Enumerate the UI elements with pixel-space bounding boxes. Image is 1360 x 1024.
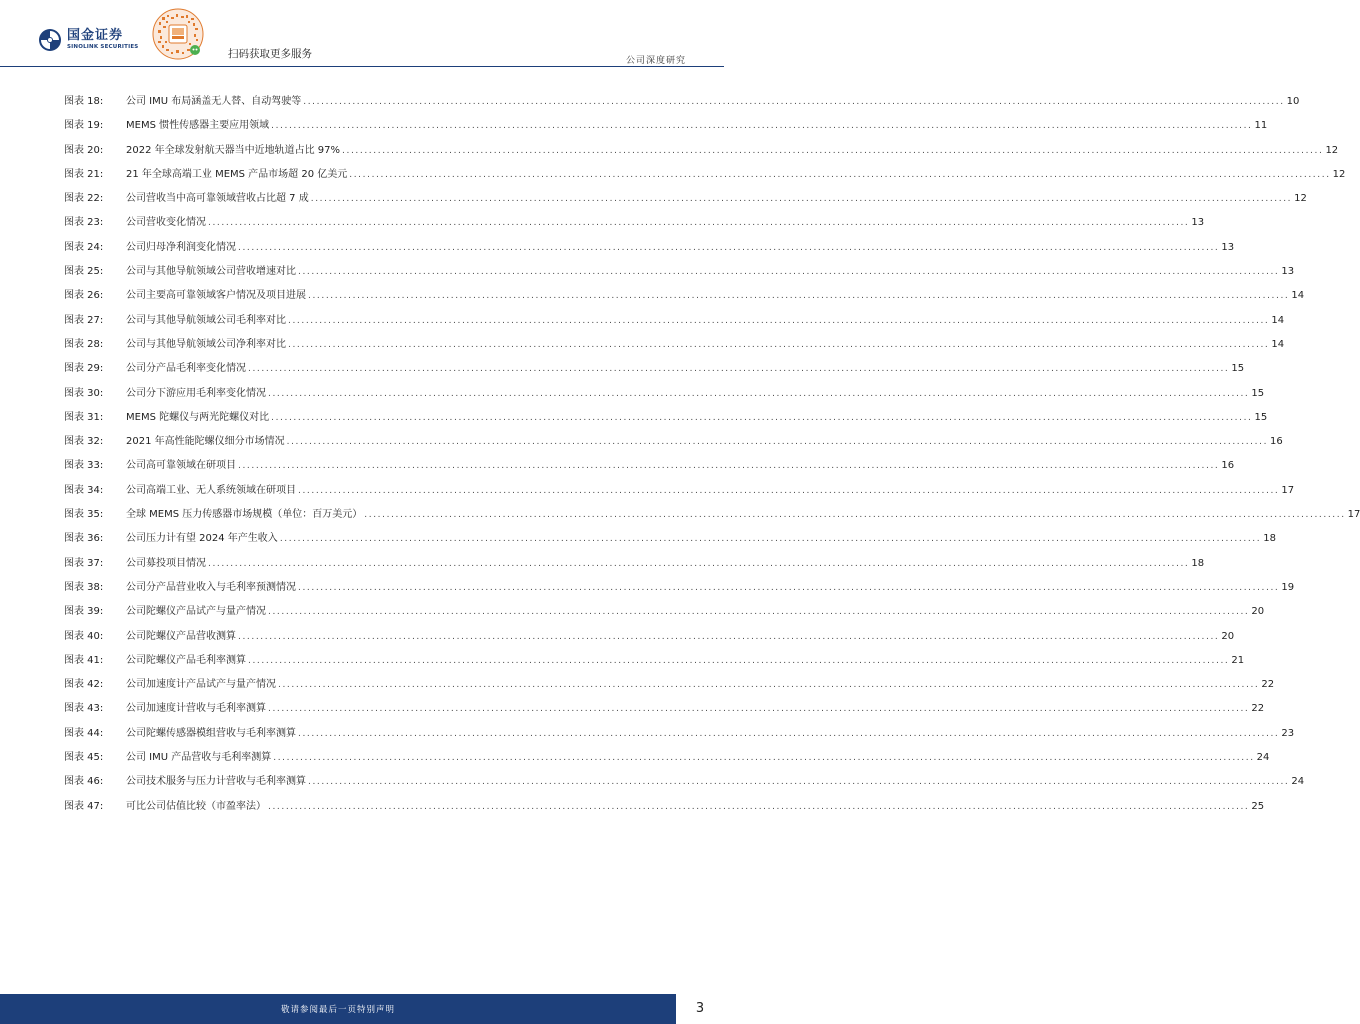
toc-page-number: 16 (1270, 436, 1283, 448)
toc-figure-label: 图表 36: (64, 533, 104, 545)
toc-dot-leader: ............................................................................................................................................................................................................................ (268, 801, 1250, 812)
toc-figure-title: 公司分产品营业收入与毛利率预测情况 (126, 581, 296, 593)
toc-figure-label: 图表 44: (64, 727, 104, 739)
company-logo (38, 28, 138, 52)
page-footer (0, 994, 724, 1024)
qr-code-icon[interactable] (152, 8, 204, 60)
toc-page-number: 18 (1263, 533, 1276, 545)
toc-dot-leader: ............................................................................................................................................................................................................................ (238, 461, 1220, 472)
toc-figure-title: 公司陀螺仪产品毛利率测算 (126, 654, 246, 666)
toc-page-number: 21 (1231, 654, 1245, 666)
toc-figure-title: 公司与其他导航领域公司毛利率对比 (126, 314, 286, 326)
toc-figure-label: 图表 33: (64, 460, 104, 472)
toc-figure-label: 图表 20: (64, 144, 104, 156)
toc-dot-leader: ............................................................................................................................................................................................................................ (310, 194, 1293, 205)
toc-entry[interactable] (64, 408, 1268, 432)
toc-page-number: 24 (1256, 752, 1270, 764)
toc-page-number: 16 (1221, 460, 1235, 472)
toc-page-number: 15 (1231, 363, 1245, 375)
toc-figure-label: 图表 47: (64, 800, 104, 812)
toc-dot-leader: ............................................................................................................................................................................................................................ (278, 680, 1260, 691)
toc-figure-title: 公司 IMU 产品营收与毛利率测算 (126, 752, 272, 764)
header-divider (0, 66, 724, 67)
toc-entry[interactable] (64, 505, 1360, 529)
toc-figure-title: 公司陀螺仪产品营收测算 (126, 630, 236, 642)
toc-figure-title: 公司募投项目情况 (126, 557, 206, 569)
toc-page-number: 13 (1191, 217, 1205, 229)
toc-page-number: 18 (1191, 557, 1205, 569)
toc-dot-leader: ............................................................................................................................................................................................................................ (349, 169, 1331, 180)
toc-entry[interactable] (64, 286, 1305, 310)
toc-entry[interactable] (64, 311, 1285, 335)
toc-dot-leader: ............................................................................................................................................................................................................................ (298, 267, 1280, 278)
toc-figure-title: MEMS 惯性传感器主要应用领域 (126, 120, 270, 132)
toc-page-number: 14 (1291, 290, 1305, 302)
toc-dot-leader: ............................................................................................................................................................................................................................ (308, 291, 1290, 302)
toc-page-number: 22 (1261, 679, 1275, 691)
toc-page-number: 23 (1281, 727, 1295, 739)
toc-page-number: 17 (1281, 484, 1295, 496)
toc-figure-label: 图表 24: (64, 241, 104, 253)
toc-dot-leader: ............................................................................................................................................................................................................................ (271, 412, 1253, 423)
sinolink-logo-icon (38, 28, 62, 52)
toc-figure-label: 图表 34: (64, 484, 104, 496)
toc-entry[interactable] (64, 699, 1265, 723)
toc-figure-title: 公司高可靠领域在研项目 (126, 460, 236, 472)
toc-dot-leader: ............................................................................................................................................................................................................................ (298, 485, 1280, 496)
toc-entry[interactable] (64, 384, 1265, 408)
toc-figure-label: 图表 38: (64, 581, 104, 593)
toc-figure-label: 图表 27: (64, 314, 104, 326)
toc-figure-title: MEMS 陀螺仪与两光陀螺仪对比 (126, 411, 270, 423)
toc-page-number: 13 (1221, 241, 1235, 253)
toc-dot-leader: ............................................................................................................................................................................................................................ (268, 704, 1250, 715)
toc-figure-label: 图表 22: (64, 193, 104, 205)
toc-dot-leader: ............................................................................................................................................................................................................................ (303, 97, 1285, 107)
toc-page-number: 13 (1281, 266, 1295, 278)
toc-figure-label: 图表 21: (64, 168, 104, 180)
toc-dot-leader: ............................................................................................................................................................................................................................ (298, 728, 1280, 739)
qr-caption: 扫码获取更多服务 (228, 48, 312, 60)
figure-table-of-contents (64, 92, 1360, 821)
toc-figure-label: 图表 18: (64, 96, 104, 107)
toc-figure-title: 21 年全球高端工业 MEMS 产品市场超 20 亿美元 (126, 168, 348, 180)
toc-entry[interactable] (64, 213, 1205, 237)
toc-page-number: 14 (1271, 338, 1285, 350)
toc-dot-leader: ............................................................................................................................................................................................................................ (248, 364, 1230, 375)
toc-entry[interactable] (64, 238, 1235, 262)
toc-entry[interactable] (64, 481, 1295, 505)
toc-entry[interactable] (64, 529, 1276, 553)
toc-figure-label: 图表 42: (64, 679, 104, 691)
toc-dot-leader: ............................................................................................................................................................................................................................ (308, 777, 1290, 788)
toc-dot-leader: ............................................................................................................................................................................................................................ (268, 388, 1250, 399)
toc-dot-leader: ............................................................................................................................................................................................................................ (238, 631, 1220, 642)
toc-page-number: 11 (1254, 120, 1268, 132)
toc-entry[interactable] (64, 772, 1305, 796)
toc-figure-label: 图表 26: (64, 290, 104, 302)
toc-figure-label: 图表 37: (64, 557, 104, 569)
toc-figure-label: 图表 19: (64, 120, 104, 132)
toc-figure-title: 公司与其他导航领域公司净利率对比 (126, 338, 286, 350)
footer-disclaimer: 敬请参阅最后一页特别声明 (280, 1005, 395, 1015)
toc-figure-title: 公司营收变化情况 (126, 217, 206, 229)
toc-dot-leader: ............................................................................................................................................................................................................................ (208, 558, 1190, 569)
toc-dot-leader: ............................................................................................................................................................................................................................ (271, 121, 1253, 132)
toc-figure-title: 公司归母净利润变化情况 (126, 241, 236, 253)
toc-figure-label: 图表 29: (64, 363, 104, 375)
logo-english-name: SINOLINK SECURITIES (67, 44, 139, 51)
toc-page-number: 22 (1251, 703, 1265, 715)
toc-figure-title: 全球 MEMS 压力传感器市场规模（单位：百万美元） (126, 509, 363, 521)
toc-figure-title: 可比公司估值比较（市盈率法） (126, 800, 266, 812)
toc-figure-label: 图表 45: (64, 752, 104, 764)
toc-dot-leader: ............................................................................................................................................................................................................................ (288, 339, 1270, 350)
toc-figure-label: 图表 43: (64, 703, 104, 715)
toc-entry[interactable] (64, 432, 1283, 456)
toc-dot-leader: ............................................................................................................................................................................................................................ (288, 315, 1270, 326)
page-header (0, 0, 724, 70)
toc-entry[interactable] (64, 627, 1235, 651)
toc-entry[interactable] (64, 165, 1346, 189)
toc-figure-title: 公司分下游应用毛利率变化情况 (126, 387, 266, 399)
toc-figure-title: 公司与其他导航领域公司营收增速对比 (126, 266, 296, 278)
toc-entry[interactable] (64, 335, 1285, 359)
toc-figure-title: 2021 年高性能陀螺仪细分市场情况 (126, 436, 285, 448)
toc-entry[interactable] (64, 554, 1205, 578)
toc-page-number: 20 (1221, 630, 1235, 642)
toc-figure-title: 公司主要高可靠领域客户情况及项目进展 (126, 290, 306, 302)
toc-page-number: 17 (1347, 509, 1360, 521)
toc-page-number: 12 (1325, 144, 1339, 156)
toc-page-number: 19 (1281, 581, 1295, 593)
toc-figure-title: 公司压力计有望 2024 年产生收入 (126, 533, 278, 545)
toc-dot-leader: ............................................................................................................................................................................................................................ (298, 582, 1280, 593)
toc-dot-leader: ............................................................................................................................................................................................................................ (238, 242, 1220, 253)
toc-figure-label: 图表 46: (64, 776, 104, 788)
toc-dot-leader: ............................................................................................................................................................................................................................ (342, 145, 1324, 156)
toc-entry[interactable] (64, 675, 1275, 699)
toc-page-number: 15 (1254, 411, 1268, 423)
toc-entry[interactable] (64, 456, 1235, 480)
toc-figure-title: 2022 年全球发射航天器当中近地轨道占比 97% (126, 144, 341, 156)
toc-figure-label: 图表 40: (64, 630, 104, 642)
toc-figure-title: 公司 IMU 布局涵盖无人替、自动驾驶等 (126, 96, 302, 107)
toc-entry[interactable] (64, 359, 1245, 383)
toc-dot-leader: ............................................................................................................................................................................................................................ (273, 753, 1255, 764)
toc-entry[interactable] (64, 797, 1265, 821)
toc-page-number: 10 (1286, 96, 1300, 107)
toc-figure-label: 图表 31: (64, 411, 104, 423)
toc-figure-label: 图表 41: (64, 654, 104, 666)
toc-entry[interactable] (64, 651, 1245, 675)
toc-dot-leader: ............................................................................................................................................................................................................................ (248, 655, 1230, 666)
page-number: 3 (695, 1001, 705, 1016)
toc-entry[interactable] (64, 262, 1295, 286)
toc-entry[interactable] (64, 578, 1295, 602)
toc-entry[interactable] (64, 748, 1270, 772)
toc-page-number: 15 (1251, 387, 1265, 399)
toc-entry[interactable] (64, 602, 1265, 626)
toc-entry[interactable] (64, 116, 1268, 140)
toc-page-number: 24 (1291, 776, 1305, 788)
toc-figure-title: 公司陀螺传感器模组营收与毛利率测算 (126, 727, 296, 739)
toc-dot-leader: ............................................................................................................................................................................................................................ (286, 437, 1269, 448)
toc-page-number: 12 (1294, 193, 1307, 205)
toc-entry[interactable] (64, 724, 1295, 748)
toc-figure-label: 图表 30: (64, 387, 104, 399)
toc-figure-title: 公司技术服务与压力计营收与毛利率测算 (126, 776, 306, 788)
toc-figure-title: 公司加速度计产品试产与量产情况 (126, 679, 276, 691)
toc-figure-label: 图表 32: (64, 436, 104, 448)
toc-dot-leader: ............................................................................................................................................................................................................................ (364, 510, 1346, 521)
toc-figure-title: 公司陀螺仪产品试产与量产情况 (126, 606, 266, 618)
toc-dot-leader: ............................................................................................................................................................................................................................ (279, 534, 1262, 545)
toc-figure-title: 公司加速度计营收与毛利率测算 (126, 703, 266, 715)
toc-figure-label: 图表 23: (64, 217, 104, 229)
toc-figure-title: 公司营收当中高可靠领域营收占比超 7 成 (126, 193, 309, 205)
logo-chinese-name: 国金证券 (67, 28, 124, 44)
toc-entry[interactable] (64, 189, 1307, 213)
toc-figure-label: 图表 39: (64, 606, 104, 618)
toc-entry[interactable] (64, 141, 1339, 165)
toc-figure-label: 图表 25: (64, 266, 104, 278)
toc-entry[interactable] (64, 92, 1300, 116)
toc-figure-label: 图表 28: (64, 338, 104, 350)
toc-figure-title: 公司分产品毛利率变化情况 (126, 363, 246, 375)
toc-dot-leader: ............................................................................................................................................................................................................................ (208, 218, 1190, 229)
toc-figure-label: 图表 35: (64, 509, 104, 521)
toc-dot-leader: ............................................................................................................................................................................................................................ (268, 607, 1250, 618)
document-type-label: 公司深度研究 (625, 56, 686, 66)
toc-figure-title: 公司高端工业、无人系统领域在研项目 (126, 484, 296, 496)
toc-page-number: 25 (1251, 800, 1265, 812)
toc-page-number: 14 (1271, 314, 1285, 326)
toc-page-number: 20 (1251, 606, 1265, 618)
toc-page-number: 12 (1332, 168, 1346, 180)
